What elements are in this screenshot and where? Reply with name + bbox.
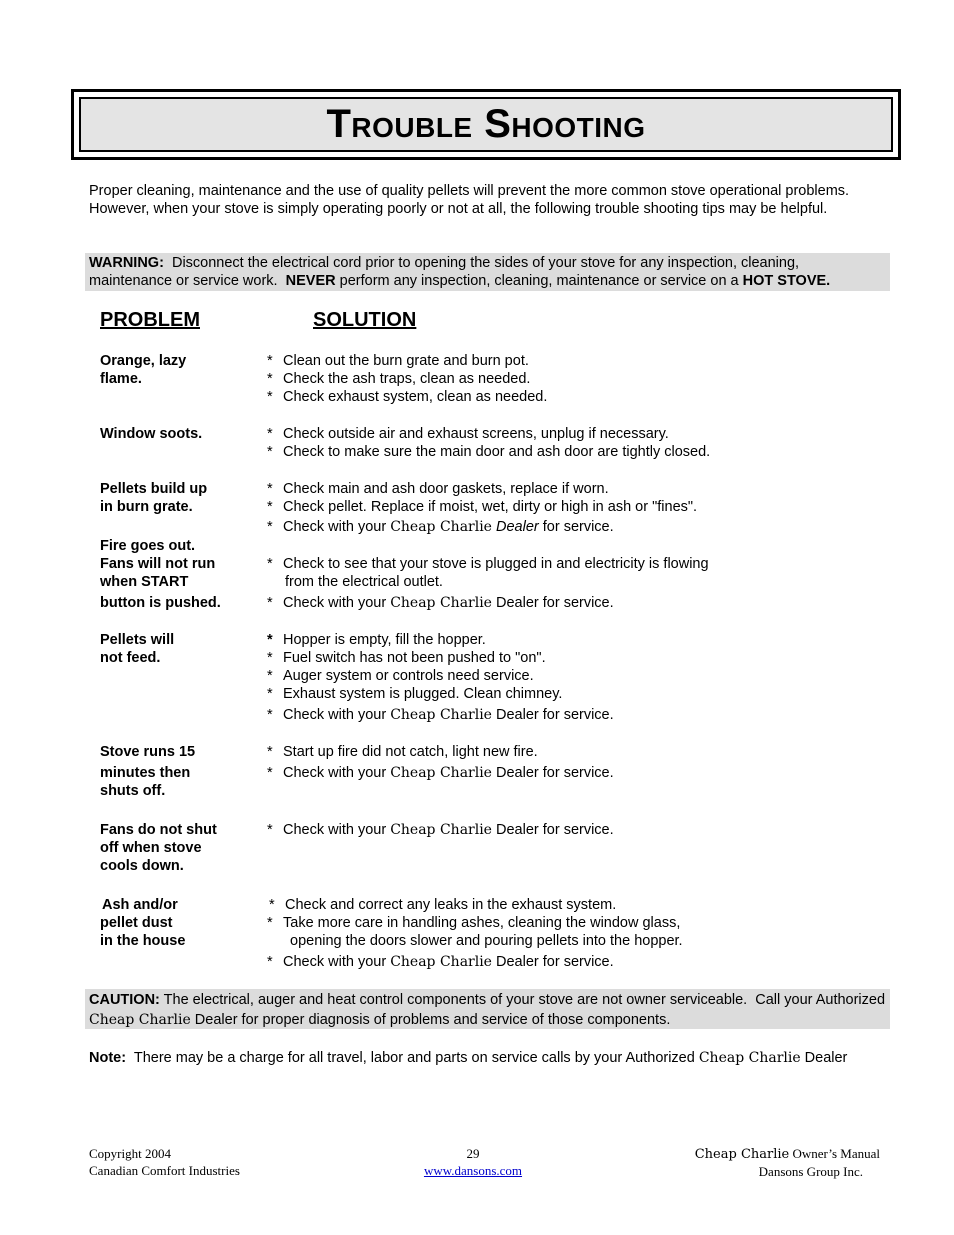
caution-box (85, 989, 890, 1029)
page-title: Trouble Shooting (326, 102, 646, 146)
footer-group: Dansons Group Inc. (758, 1164, 863, 1179)
warning-text-2: perform any inspection, cleaning, maintenance or service on a (335, 273, 743, 289)
brand-name: Cheap Charlie (390, 707, 492, 723)
solution-item: * Check to see that your stove is plugged in and electricity is flowing (267, 556, 709, 572)
problem-line: cools down. (100, 858, 184, 874)
warning-label: WARNING: (89, 255, 164, 271)
brand-name: Cheap Charlie (698, 1050, 801, 1066)
solution-continuation: opening the doors slower and pouring pellets into the hopper. (290, 933, 683, 949)
brand-name: Cheap Charlie (390, 765, 492, 781)
footer-manual: Cheap Charlie Owner’s Manual (694, 1146, 880, 1162)
footer-center (414, 1145, 532, 1179)
footer-company: Canadian Comfort Industries (89, 1163, 240, 1178)
problem-stove-runs-15 (100, 743, 260, 800)
caution-label: CAUTION: (89, 992, 160, 1008)
note-paragraph (89, 1049, 889, 1068)
solution-header: SOLUTION (313, 309, 417, 331)
note-text-2: Dealer (800, 1050, 848, 1066)
problem-line: Pellets will (100, 632, 175, 648)
problem-pellets-not-feed (100, 631, 260, 667)
solution-window-soots (267, 425, 827, 461)
footer-copyright: Copyright 2004 (89, 1146, 171, 1161)
problem-line: off when stove (100, 840, 202, 856)
title-box (79, 97, 893, 152)
solution-fans-do-not-shut (267, 821, 827, 839)
solution-stove-runs-15 (267, 743, 827, 782)
caution-text-1: The electrical, auger and heat control components of your stove are not owner serviceable. Call your Authorized (159, 992, 890, 1008)
problem-line: Fans do not shut (100, 822, 217, 838)
problem-line: flame. (100, 371, 142, 387)
problem-window-soots (100, 425, 260, 443)
warning-text-1: Disconnect the electrical cord prior to opening the sides of your stove for any inspection, cleaning, maintenance or service work. (89, 255, 804, 289)
problem-line: in the house (100, 933, 186, 949)
footer-left (89, 1145, 240, 1179)
warning-hot-stove: HOT STOVE. (742, 273, 831, 289)
problem-line: Window soots. (100, 426, 203, 442)
problem-line: Fans will not run (100, 556, 216, 572)
problem-line: Fire goes out. (100, 538, 196, 554)
solution-continuation: from the electrical outlet. (285, 574, 443, 590)
solution-item: * Check main and ash door gaskets, replace if worn. (267, 481, 609, 497)
solution-ash-dust (267, 896, 827, 971)
solution-item: * Take more care in handling ashes, cleaning the window glass, (267, 915, 681, 931)
brand-name: Cheap Charlie (694, 1147, 790, 1162)
solution-dealer-item: * Check with your Cheap Charlie Dealer for service. (267, 954, 614, 970)
problem-line: when START (100, 574, 189, 590)
problem-line: Stove runs 15 (100, 744, 196, 760)
solution-pellets-build-up (267, 480, 827, 536)
problem-line: Pellets build up (100, 481, 208, 497)
solution-dealer-item: * Check with your Cheap Charlie Dealer for service. (267, 595, 614, 611)
solution-item: * Fuel switch has not been pushed to "on". (267, 650, 546, 666)
solution-item: * Auger system or controls need service. (267, 668, 534, 684)
solution-item: * Check and correct any leaks in the exhaust system. (269, 897, 617, 913)
problem-line: in burn grate. (100, 499, 193, 515)
problem-fans-do-not-shut (100, 821, 260, 875)
solution-item: * Clean out the burn grate and burn pot. (267, 353, 529, 369)
caution-text-2: Dealer for proper diagnosis of problems and service of those components. (190, 1012, 671, 1028)
brand-name: Cheap Charlie (390, 595, 492, 611)
problem-line: Orange, lazy (100, 353, 187, 369)
solution-item: * Check exhaust system, clean as needed. (267, 389, 548, 405)
solution-item: * Hopper is empty, fill the hopper. (267, 632, 486, 648)
warning-box (85, 253, 890, 291)
problem-line: not feed. (100, 650, 161, 666)
problem-pellets-build-up (100, 480, 260, 516)
problem-line: Ash and/or (102, 897, 178, 913)
solution-item: * Check outside air and exhaust screens, unplug if necessary. (267, 426, 669, 442)
problem-header: PROBLEM (100, 309, 200, 331)
note-label: Note: (89, 1050, 127, 1066)
warning-never: NEVER (285, 273, 336, 289)
brand-name: Cheap Charlie (390, 954, 492, 970)
solution-item: * Check to make sure the main door and ash door are tightly closed. (267, 444, 711, 460)
note-text-1: There may be a charge for all travel, labor and parts on service calls by your Authorized (126, 1050, 699, 1066)
intro-paragraph: Proper cleaning, maintenance and the use of quality pellets will prevent the more common stove operational problems. However, when your stove is simply operating poorly or not at all, the following trouble shooting tips may be helpful. (89, 183, 850, 217)
brand-name: Cheap Charlie (390, 519, 492, 535)
problem-fire-goes-out (100, 537, 260, 612)
solution-item: * Start up fire did not catch, light new fire. (267, 744, 538, 760)
solution-fire-goes-out (267, 555, 827, 612)
solution-orange-flame (267, 352, 827, 406)
problem-line: minutes then (100, 765, 191, 781)
solution-dealer-item: * Check with your Cheap Charlie Dealer for service. (267, 765, 614, 781)
solution-item: * Check the ash traps, clean as needed. (267, 371, 531, 387)
brand-name: Cheap Charlie (89, 1012, 191, 1028)
footer-right (660, 1145, 880, 1180)
problem-line: shuts off. (100, 783, 166, 799)
problem-ash-dust (100, 896, 260, 950)
brand-name: Cheap Charlie (390, 822, 492, 838)
solution-pellets-not-feed (267, 631, 827, 724)
website-link[interactable]: www.dansons.com (423, 1163, 523, 1178)
problem-orange-flame (100, 352, 260, 388)
page-number: 29 (466, 1146, 480, 1161)
problem-line: pellet dust (100, 915, 173, 931)
solution-item: * Check pellet. Replace if moist, wet, dirty or high in ash or "fines". (267, 499, 698, 515)
solution-dealer-item: * Check with your Cheap Charlie Dealer for service. (267, 707, 614, 723)
solution-dealer-item: * Check with your Cheap Charlie Dealer for service. (267, 519, 614, 535)
problem-line: button is pushed. (100, 595, 221, 611)
title-frame (71, 89, 901, 160)
solution-dealer-item: * Check with your Cheap Charlie Dealer for service. (267, 822, 614, 838)
solution-item: * Exhaust system is plugged. Clean chimney. (267, 686, 563, 702)
